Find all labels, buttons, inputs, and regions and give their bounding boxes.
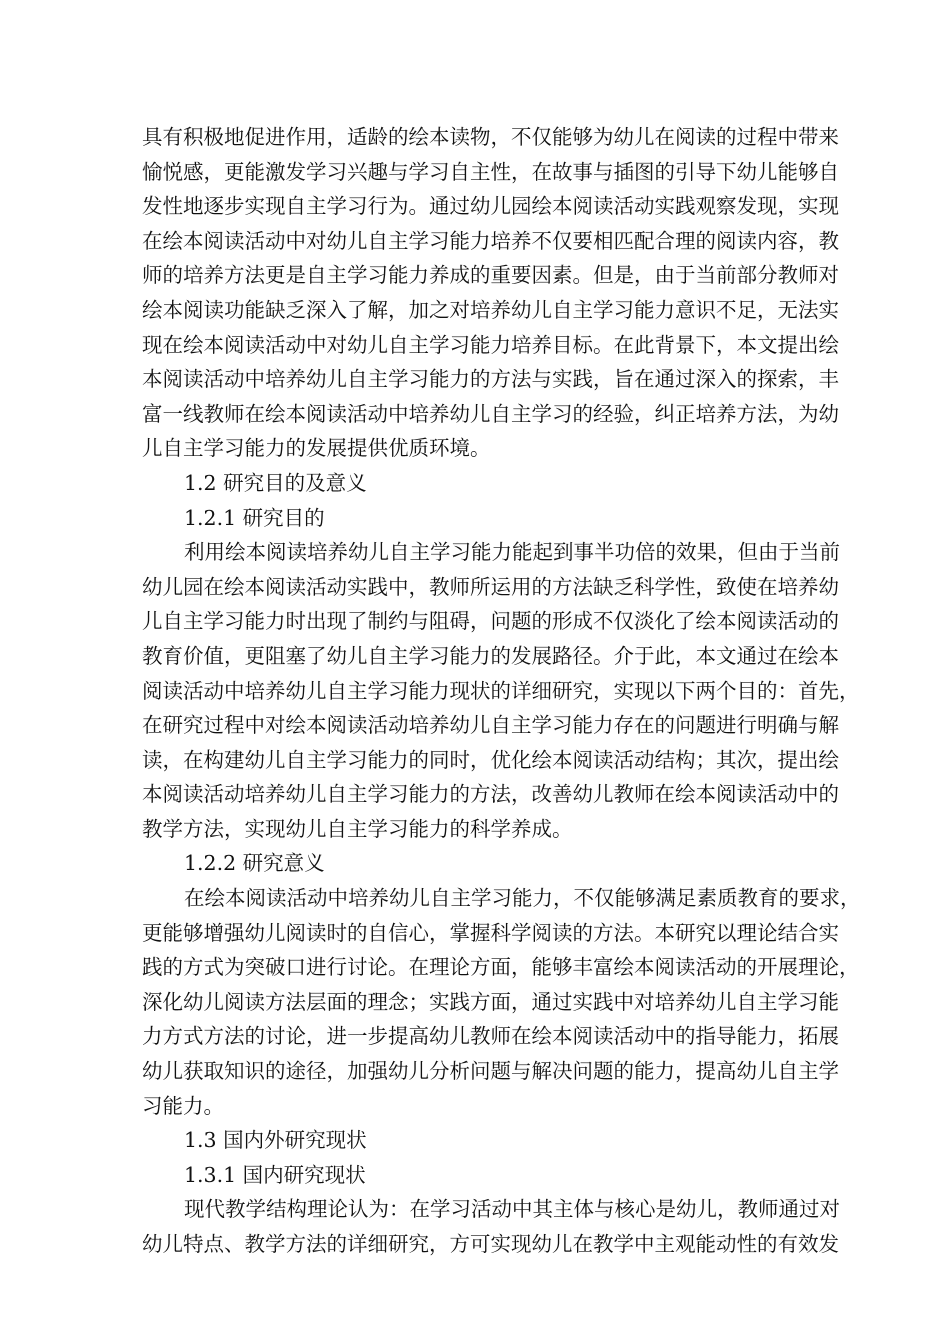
text-line: 力方式方法的讨论，进一步提高幼儿教师在绘本阅读活动中的指导能力，拓展 — [142, 1024, 839, 1049]
text-line: 幼儿特点、教学方法的详细研究，方可实现幼儿在教学中主观能动性的有效发 — [142, 1232, 839, 1256]
text-line: 更能够增强幼儿阅读时的自信心，掌握科学阅读的方法。本研究以理论结合实 — [142, 920, 839, 945]
indented-line: 1.2.2 研究意义 — [184, 851, 325, 876]
text-line: 幼儿获取知识的途径，加强幼儿分析问题与解决问题的能力，提高幼儿自主学 — [142, 1059, 839, 1084]
text-line: 愉悦感，更能激发学习兴趣与学习自主性，在故事与插图的引导下幼儿能够自 — [142, 159, 839, 184]
text-line: 绘本阅读功能缺乏深入了解，加之对培养幼儿自主学习能力意识不足，无法实 — [142, 297, 839, 322]
text-line: 教育价值，更阻塞了幼儿自主学习能力的发展路径。介于此，本文通过在绘本 — [142, 643, 839, 668]
indented-line: 利用绘本阅读培养幼儿自主学习能力能起到事半功倍的效果，但由于当前 — [184, 540, 840, 565]
text-line: 在绘本阅读活动中对幼儿自主学习能力培养不仅要相匹配合理的阅读内容，教 — [142, 228, 839, 253]
indented-line: 在绘本阅读活动中培养幼儿自主学习能力，不仅能够满足素质教育的要求， — [184, 886, 861, 911]
text-line: 幼儿园在绘本阅读活动实践中，教师所运用的方法缺乏科学性，致使在培养幼 — [142, 574, 839, 599]
text-line: 儿自主学习能力时出现了制约与阻碍，问题的形成不仅淡化了绘本阅读活动的 — [142, 609, 839, 634]
indented-line: 1.3.1 国内研究现状 — [184, 1162, 366, 1187]
indented-line: 1.2 研究目的及意义 — [184, 470, 367, 495]
text-line: 深化幼儿阅读方法层面的理念；实践方面，通过实践中对培养幼儿自主学习能 — [142, 989, 839, 1014]
text-line: 本阅读活动中培养幼儿自主学习能力的方法与实践，旨在通过深入的探索，丰 — [142, 367, 839, 392]
indented-line: 1.2.1 研究目的 — [184, 505, 325, 530]
text-line: 践的方式为突破口进行讨论。在理论方面，能够丰富绘本阅读活动的开展理论， — [142, 955, 860, 980]
document-body — [142, 120, 861, 1262]
text-line: 儿自主学习能力的发展提供优质环境。 — [142, 436, 491, 461]
text-line: 读，在构建幼儿自主学习能力的同时，优化绘本阅读活动结构；其次，提出绘 — [142, 747, 839, 772]
text-line: 发性地逐步实现自主学习行为。通过幼儿园绘本阅读活动实践观察发现，实现 — [142, 194, 839, 219]
text-line: 本阅读活动培养幼儿自主学习能力的方法，改善幼儿教师在绘本阅读活动中的 — [142, 782, 839, 807]
text-line: 在研究过程中对绘本阅读活动培养幼儿自主学习能力存在的问题进行明确与解 — [142, 713, 839, 738]
text-line: 习能力。 — [142, 1093, 224, 1118]
indented-line: 1.3 国内外研究现状 — [184, 1128, 367, 1153]
text-line: 现在绘本阅读活动中对幼儿自主学习能力培养目标。在此背景下，本文提出绘 — [142, 332, 839, 357]
text-line: 富一线教师在绘本阅读活动中培养幼儿自主学习的经验，纠正培养方法，为幼 — [142, 401, 839, 426]
text-line: 教学方法，实现幼儿自主学习能力的科学养成。 — [142, 816, 573, 841]
text-line: 具有积极地促进作用，适龄的绘本读物，不仅能够为幼儿在阅读的过程中带来 — [142, 125, 839, 149]
indented-line: 现代教学结构理论认为：在学习活动中其主体与核心是幼儿，教师通过对 — [184, 1197, 840, 1222]
text-line: 师的培养方法更是自主学习能力养成的重要因素。但是，由于当前部分教师对 — [142, 263, 839, 288]
text-line: 阅读活动中培养幼儿自主学习能力现状的详细研究，实现以下两个目的：首先， — [142, 678, 860, 703]
